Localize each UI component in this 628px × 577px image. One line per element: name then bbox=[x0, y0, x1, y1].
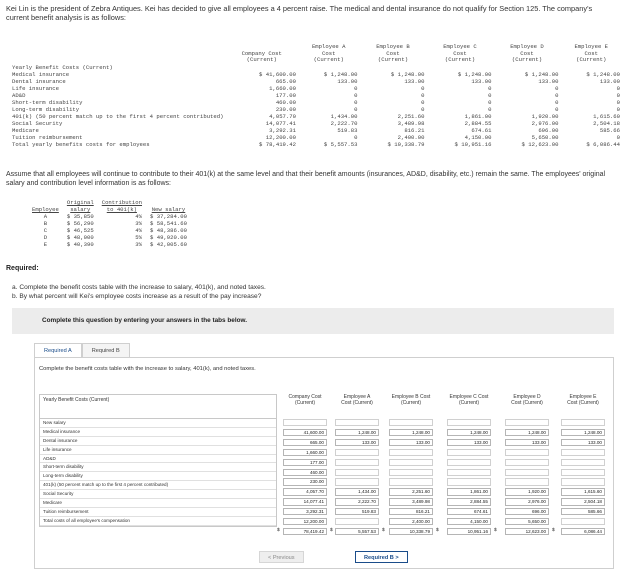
answer-input-cell[interactable]: 3,292.31 bbox=[283, 508, 327, 515]
top-col-header bbox=[298, 44, 360, 64]
answer-input-cell[interactable] bbox=[389, 419, 433, 426]
top-col-header-line: Cost bbox=[453, 49, 467, 57]
salary-col-header bbox=[28, 199, 63, 213]
table-cell: 2,976.00 bbox=[531, 119, 559, 127]
answer-input-cell[interactable]: 12,200.00 bbox=[283, 518, 327, 525]
answer-input-cell[interactable]: 696.00 bbox=[505, 508, 549, 515]
table-cell: 0 bbox=[354, 84, 358, 92]
table-row bbox=[10, 64, 622, 71]
top-col-header-line: Cost bbox=[386, 49, 400, 57]
row-label: 401(k) (50 percent match up to the first 4 percent contributed) bbox=[12, 112, 224, 120]
table-row bbox=[10, 141, 622, 148]
row-label: Life insurance bbox=[12, 84, 59, 92]
answer-input-cell[interactable] bbox=[505, 419, 549, 426]
table-cell: 0 bbox=[555, 91, 559, 99]
tab-required-a[interactable]: Required A bbox=[34, 343, 82, 359]
answer-input-cell[interactable]: 14,077.41 bbox=[283, 498, 327, 505]
table-cell: 133.00 bbox=[599, 77, 620, 85]
answer-input-cell[interactable]: 2,884.55 bbox=[447, 498, 491, 505]
table-cell: 0 bbox=[421, 91, 425, 99]
answer-col-header-line: (Current) bbox=[400, 400, 421, 406]
answer-input-cell[interactable] bbox=[283, 419, 327, 426]
table-cell: 2,222.70 bbox=[330, 119, 358, 127]
currency-symbol: $ bbox=[382, 527, 385, 533]
answer-input-cell[interactable]: 177.00 bbox=[283, 459, 327, 466]
row-label: Short-term disability bbox=[12, 98, 83, 106]
answer-input-cell[interactable] bbox=[561, 449, 605, 456]
table-cell: 0 bbox=[354, 98, 358, 106]
problem-intro: Kei Lin is the president of Zebra Antiques. Kei has decided to give all employees a 4 percent raise. The medical and dental insurance do not qualify for Section 125. The company's current benefit analysis is as follows: bbox=[6, 4, 593, 22]
top-col-header-line: Employee A bbox=[311, 43, 346, 50]
table-row bbox=[10, 127, 622, 134]
table-row bbox=[28, 227, 191, 234]
answer-col-header-line: Company Cost bbox=[288, 394, 322, 400]
table-row bbox=[10, 85, 622, 92]
table-row bbox=[10, 134, 622, 141]
top-col-header-line: (Current) bbox=[444, 56, 476, 64]
answer-input-cell[interactable]: 1,920.00 bbox=[505, 488, 549, 495]
header-spacer bbox=[10, 44, 225, 64]
current-benefits-table bbox=[10, 44, 622, 148]
answer-table-header-label: Yearly Benefit Costs (Current) bbox=[40, 395, 276, 419]
table-cell: 14,077.41 bbox=[265, 119, 296, 127]
table-cell: 133.00 bbox=[471, 77, 492, 85]
table-cell: 177.00 bbox=[275, 91, 296, 99]
table-cell: 4% bbox=[135, 227, 143, 234]
table-cell: 0 bbox=[488, 91, 492, 99]
answer-input-cell[interactable]: 3,489.98 bbox=[389, 498, 433, 505]
answer-input-cell[interactable]: 1,248.00 bbox=[447, 429, 491, 436]
required-heading: Required: bbox=[6, 265, 39, 272]
answer-input-cell[interactable]: 133.00 bbox=[335, 439, 379, 446]
required-a-text: a. Complete the benefit costs table with the increase to salary, 401(k), and noted taxes. bbox=[12, 284, 266, 291]
answer-input-cell[interactable] bbox=[505, 449, 549, 456]
salary-col-header-line: Employee bbox=[32, 206, 59, 213]
table-cell: E bbox=[43, 241, 48, 248]
table-cell: 0 bbox=[421, 98, 425, 106]
answer-input-cell[interactable] bbox=[561, 469, 605, 476]
answer-input-cell[interactable] bbox=[335, 449, 379, 456]
top-col-header bbox=[426, 44, 493, 64]
table-cell: 133.00 bbox=[337, 77, 358, 85]
row-labels-column bbox=[39, 394, 277, 527]
answer-input-cell[interactable]: 230.00 bbox=[283, 478, 327, 485]
table-cell: 12,200.00 bbox=[265, 133, 296, 141]
table-cell: 5% bbox=[135, 234, 143, 241]
currency-symbol: $ bbox=[330, 527, 333, 533]
table-row bbox=[10, 106, 622, 113]
table-cell: 3% bbox=[135, 241, 143, 248]
answer-input-cell[interactable] bbox=[389, 449, 433, 456]
currency-symbol: $ bbox=[494, 527, 497, 533]
answer-input-cell[interactable]: 1,660.00 bbox=[283, 449, 327, 456]
table-cell: $ 1,248.00 bbox=[323, 70, 358, 78]
top-col-header-line: (Current) bbox=[377, 56, 409, 64]
answer-input-cell[interactable]: 519.83 bbox=[335, 508, 379, 515]
top-header-label: Yearly Benefit Costs (Current) bbox=[12, 63, 113, 71]
answer-input-cell[interactable]: 41,600.00 bbox=[283, 429, 327, 436]
answer-col-header-line: (Current) bbox=[294, 400, 315, 406]
top-col-header-line: (Current) bbox=[511, 56, 543, 64]
answer-input-cell[interactable]: 6,086.44 bbox=[561, 528, 605, 535]
answer-input-cell[interactable] bbox=[505, 469, 549, 476]
table-cell: 3,292.31 bbox=[269, 126, 296, 134]
table-cell: 0 bbox=[616, 133, 620, 141]
row-label: Long-term disability bbox=[12, 105, 80, 113]
table-row bbox=[10, 78, 622, 85]
table-cell: $ 78,419.42 bbox=[259, 140, 296, 148]
answer-input-cell[interactable]: 1,248.00 bbox=[561, 429, 605, 436]
salary-col-header-line: Contribution bbox=[101, 199, 143, 206]
answer-col-header-line: Employee B Cost bbox=[391, 394, 431, 400]
table-cell: $ 1,248.00 bbox=[586, 70, 620, 78]
table-cell: 5,650.00 bbox=[531, 133, 559, 141]
answer-col-header-line: (Current) bbox=[458, 400, 479, 406]
answer-input-cell[interactable]: 460.00 bbox=[283, 469, 327, 476]
answer-input-cell[interactable] bbox=[447, 419, 491, 426]
answer-input-cell[interactable] bbox=[335, 469, 379, 476]
row-label: Dental insurance bbox=[12, 77, 66, 85]
answer-input-cell[interactable]: 133.00 bbox=[561, 439, 605, 446]
answer-input-cell[interactable]: 12,623.00 bbox=[505, 528, 549, 535]
answer-row-label: 401(k) (50 percent match up to the first 4 percent contributed) bbox=[40, 481, 276, 490]
answer-input-cell[interactable] bbox=[447, 469, 491, 476]
table-cell: $ 35,850 bbox=[66, 213, 94, 220]
table-cell: A bbox=[43, 213, 48, 220]
table-cell: 0 bbox=[488, 84, 492, 92]
previous-button[interactable]: < Previous bbox=[259, 551, 304, 563]
answer-input-cell[interactable]: 2,976.00 bbox=[505, 498, 549, 505]
table-cell: 2,251.60 bbox=[397, 112, 425, 120]
table-cell: $ 1,248.00 bbox=[457, 70, 492, 78]
answer-col-header bbox=[499, 394, 555, 406]
answer-input-cell[interactable] bbox=[389, 469, 433, 476]
row-label: Medical insurance bbox=[12, 70, 70, 78]
answer-col-header bbox=[383, 394, 439, 406]
table-row bbox=[28, 234, 191, 241]
answer-input-cell[interactable] bbox=[447, 478, 491, 485]
salary-col-header bbox=[146, 199, 191, 213]
required-b-text: b. By what percent will Kei's employee costs increase as a result of the pay increase? bbox=[12, 293, 262, 300]
answer-input-cell[interactable]: 133.00 bbox=[505, 439, 549, 446]
table-cell: 460.00 bbox=[275, 98, 296, 106]
table-cell: 0 bbox=[616, 98, 620, 106]
table-cell: 1,615.60 bbox=[593, 112, 620, 120]
table-row bbox=[28, 241, 191, 248]
answer-row-label: Medicare bbox=[40, 499, 276, 508]
table-cell: 0 bbox=[354, 133, 358, 141]
answer-col-header bbox=[441, 394, 497, 406]
table-row bbox=[28, 220, 191, 227]
table-cell: 230.00 bbox=[275, 105, 296, 113]
table-cell: $ 41,600.00 bbox=[259, 70, 296, 78]
salary-table bbox=[28, 199, 191, 248]
answer-input-cell[interactable]: 1,248.00 bbox=[505, 429, 549, 436]
table-cell: 1,861.00 bbox=[464, 112, 492, 120]
table-cell: C bbox=[43, 227, 48, 234]
answer-input-cell[interactable] bbox=[447, 459, 491, 466]
top-col-header-line: Cost bbox=[584, 49, 598, 57]
salary-col-header-line: New salary bbox=[151, 206, 186, 213]
table-cell: 4,150.00 bbox=[464, 133, 492, 141]
table-cell: 2,504.18 bbox=[593, 119, 620, 127]
table-cell: 2,400.00 bbox=[397, 133, 425, 141]
answer-row-label: Social Security bbox=[40, 490, 276, 499]
answer-input-cell[interactable] bbox=[335, 518, 379, 525]
table-cell: 4,057.70 bbox=[269, 112, 296, 120]
answer-input-cell[interactable]: 665.00 bbox=[283, 439, 327, 446]
table-row bbox=[10, 113, 622, 120]
top-col-header-line: Cost bbox=[520, 49, 534, 57]
answer-row-label: Total costs of all employee's compensation bbox=[40, 517, 276, 526]
table-cell: 0 bbox=[616, 84, 620, 92]
table-cell: $ 58,541.60 bbox=[150, 220, 187, 227]
answer-input-cell[interactable] bbox=[447, 449, 491, 456]
top-col-header-line: Cost bbox=[322, 49, 336, 57]
answer-input-cell[interactable]: 133.00 bbox=[447, 439, 491, 446]
currency-symbol: $ bbox=[552, 527, 555, 533]
table-cell: 0 bbox=[616, 91, 620, 99]
answer-col-header-line: Cost (Current) bbox=[567, 400, 599, 406]
row-label: Social Security bbox=[12, 119, 63, 127]
salary-col-header-line: to 401(k) bbox=[106, 206, 137, 213]
answer-col-header-line: Employee A bbox=[343, 394, 371, 400]
answer-input-cell[interactable]: 10,338.79 bbox=[389, 528, 433, 535]
table-cell: D bbox=[43, 234, 48, 241]
table-cell: 3% bbox=[135, 220, 143, 227]
row-label: AD&D bbox=[12, 91, 26, 99]
salary-col-header-line: Original bbox=[66, 199, 94, 206]
table-cell: 133.00 bbox=[538, 77, 559, 85]
answer-input-cell[interactable] bbox=[505, 478, 549, 485]
table-cell: 0 bbox=[555, 105, 559, 113]
table-cell: $ 46,525 bbox=[66, 227, 94, 234]
answer-panel bbox=[34, 357, 614, 569]
table-cell: 0 bbox=[488, 105, 492, 113]
answer-row-label: Tuition reimbursement bbox=[40, 508, 276, 517]
table-cell: 133.00 bbox=[404, 77, 425, 85]
panel-instruction: Complete the benefit costs table with the increase to salary, 401(k), and noted taxes. bbox=[39, 366, 256, 372]
top-col-header bbox=[225, 44, 298, 64]
table-cell: 1,920.00 bbox=[531, 112, 559, 120]
answer-row-label: Life insurance bbox=[40, 446, 276, 455]
required-list bbox=[12, 283, 266, 301]
top-col-header-line: (Current) bbox=[313, 56, 344, 64]
salary-col-header bbox=[63, 199, 98, 213]
table-cell: 0 bbox=[354, 91, 358, 99]
answer-input-cell[interactable]: 5,650.00 bbox=[505, 518, 549, 525]
answer-input-cell[interactable] bbox=[561, 419, 605, 426]
table-cell: 1,660.00 bbox=[269, 84, 296, 92]
table-cell: $ 12,623.00 bbox=[521, 140, 559, 148]
table-row bbox=[10, 71, 622, 78]
table-row bbox=[10, 99, 622, 106]
answer-col-header-line: Employee E bbox=[569, 394, 597, 400]
top-col-header-line: Employee C bbox=[443, 43, 477, 50]
answer-input-cell[interactable] bbox=[335, 459, 379, 466]
table-cell: $ 1,248.00 bbox=[524, 70, 559, 78]
top-col-header bbox=[560, 44, 622, 64]
table-cell: 0 bbox=[354, 105, 358, 113]
row-label: Tuition reimbursement bbox=[12, 133, 83, 141]
answer-col-header-line: Cost (Current) bbox=[341, 400, 373, 406]
answer-input-cell[interactable]: 4,150.00 bbox=[447, 518, 491, 525]
answer-input-cell[interactable]: 2,251.60 bbox=[389, 488, 433, 495]
required-b-next-button[interactable]: Required B > bbox=[355, 551, 408, 563]
answer-input-cell[interactable]: 1,248.00 bbox=[335, 429, 379, 436]
answer-input-cell[interactable] bbox=[561, 518, 605, 525]
table-row bbox=[10, 120, 622, 127]
table-cell: 4% bbox=[135, 213, 143, 220]
answer-col-header bbox=[555, 394, 611, 406]
answer-input-cell[interactable] bbox=[389, 459, 433, 466]
table-row bbox=[10, 92, 622, 99]
answer-input-cell[interactable]: 4,057.70 bbox=[283, 488, 327, 495]
answer-input-cell[interactable]: 585.66 bbox=[561, 508, 605, 515]
answer-input-cell[interactable] bbox=[335, 478, 379, 485]
answer-input-cell[interactable]: 816.21 bbox=[389, 508, 433, 515]
answer-input-cell[interactable] bbox=[505, 459, 549, 466]
table-cell: $ 49,920.00 bbox=[150, 234, 187, 241]
table-cell: 696.00 bbox=[538, 126, 559, 134]
answer-input-cell[interactable] bbox=[561, 478, 605, 485]
answer-input-cell[interactable] bbox=[335, 419, 379, 426]
table-cell: 0 bbox=[616, 105, 620, 113]
top-col-header bbox=[493, 44, 560, 64]
answer-row-label: New salary bbox=[40, 419, 276, 428]
answer-row-label: Short-term disability bbox=[40, 463, 276, 472]
table-cell: 519.83 bbox=[337, 126, 358, 134]
answer-col-header bbox=[277, 394, 333, 406]
answer-col-header-line: Employee C Cost bbox=[449, 394, 489, 400]
table-cell: 3,489.98 bbox=[397, 119, 425, 127]
table-cell: $ 40,390 bbox=[66, 241, 94, 248]
answer-input-cell[interactable]: 674.61 bbox=[447, 508, 491, 515]
row-label: Medicare bbox=[12, 126, 39, 134]
tab-required-b[interactable]: Required B bbox=[82, 343, 130, 359]
table-cell: B bbox=[43, 220, 48, 227]
salary-col-header bbox=[98, 199, 146, 213]
table-row bbox=[28, 213, 191, 220]
table-cell: 816.21 bbox=[404, 126, 425, 134]
top-col-header bbox=[359, 44, 426, 64]
table-cell: $ 56,290 bbox=[66, 220, 94, 227]
table-cell: 0 bbox=[555, 98, 559, 106]
answer-input-cell[interactable]: 1,434.00 bbox=[335, 488, 379, 495]
answer-input-cell[interactable]: 2,222.70 bbox=[335, 498, 379, 505]
answer-row-label: Long-term disability bbox=[40, 472, 276, 481]
top-col-header-line: Employee D bbox=[510, 43, 544, 50]
table-cell: 0 bbox=[421, 84, 425, 92]
answer-row-label: Medical insurance bbox=[40, 428, 276, 437]
table-cell: $ 10,951.16 bbox=[454, 140, 492, 148]
currency-symbol: $ bbox=[436, 527, 439, 533]
table-cell: 2,884.55 bbox=[464, 119, 492, 127]
answer-input-cell[interactable]: 2,504.18 bbox=[561, 498, 605, 505]
top-col-header-line: Employee B bbox=[376, 43, 410, 50]
table-cell: 0 bbox=[555, 84, 559, 92]
instruction-banner: Complete this question by entering your answers in the tabs below. bbox=[12, 308, 614, 334]
assumption-paragraph: Assume that all employees will continue to contribute to their 401(k) at the same level and that their benefit amounts (insurances, AD&D, disability, etc.) remain the same. The employees' original salary and contribution level information is as follows: bbox=[6, 171, 606, 187]
top-col-header-line: Employee E bbox=[574, 43, 609, 50]
table-cell: $ 37,284.00 bbox=[150, 213, 187, 220]
table-cell: $ 48,386.00 bbox=[150, 227, 187, 234]
table-cell: 1,434.00 bbox=[330, 112, 358, 120]
answer-input-cell[interactable]: 78,419.42 bbox=[283, 528, 327, 535]
answer-row-label: Dental insurance bbox=[40, 437, 276, 446]
table-cell: 0 bbox=[421, 105, 425, 113]
answer-col-header-line: Cost (Current) bbox=[511, 400, 543, 406]
table-cell: 674.61 bbox=[471, 126, 492, 134]
answer-row-label: AD&D bbox=[40, 455, 276, 464]
table-cell: 665.00 bbox=[275, 77, 296, 85]
answer-col-header-line: Employee D bbox=[513, 394, 541, 400]
answer-input-cell[interactable]: 133.00 bbox=[389, 439, 433, 446]
answer-input-cell[interactable]: 1,615.60 bbox=[561, 488, 605, 495]
answer-input-cell[interactable]: 5,557.53 bbox=[335, 528, 379, 535]
table-cell: $ 6,086.44 bbox=[586, 140, 620, 148]
table-cell: $ 48,000 bbox=[66, 234, 94, 241]
table-cell: 585.66 bbox=[599, 126, 620, 134]
table-cell: $ 5,557.53 bbox=[323, 140, 358, 148]
salary-col-header-line: salary bbox=[70, 206, 91, 213]
top-col-header-line: (Current) bbox=[246, 56, 277, 64]
table-cell: $ 1,248.00 bbox=[390, 70, 425, 78]
row-label: Total yearly benefits costs for employees bbox=[12, 140, 150, 148]
currency-symbol: $ bbox=[277, 527, 280, 533]
answer-input-cell[interactable] bbox=[561, 459, 605, 466]
top-col-header-line: Company Cost bbox=[241, 49, 282, 57]
answer-input-cell[interactable] bbox=[389, 478, 433, 485]
answer-input-cell[interactable]: 1,861.00 bbox=[447, 488, 491, 495]
table-cell: 0 bbox=[488, 98, 492, 106]
answer-input-cell[interactable]: 2,400.00 bbox=[389, 518, 433, 525]
answer-input-cell[interactable]: 1,248.00 bbox=[389, 429, 433, 436]
top-col-header-line: (Current) bbox=[576, 56, 607, 64]
answer-col-header bbox=[329, 394, 385, 406]
table-cell: $ 42,005.60 bbox=[150, 241, 187, 248]
table-cell: $ 10,338.79 bbox=[387, 140, 425, 148]
answer-input-cell[interactable]: 10,951.16 bbox=[447, 528, 491, 535]
